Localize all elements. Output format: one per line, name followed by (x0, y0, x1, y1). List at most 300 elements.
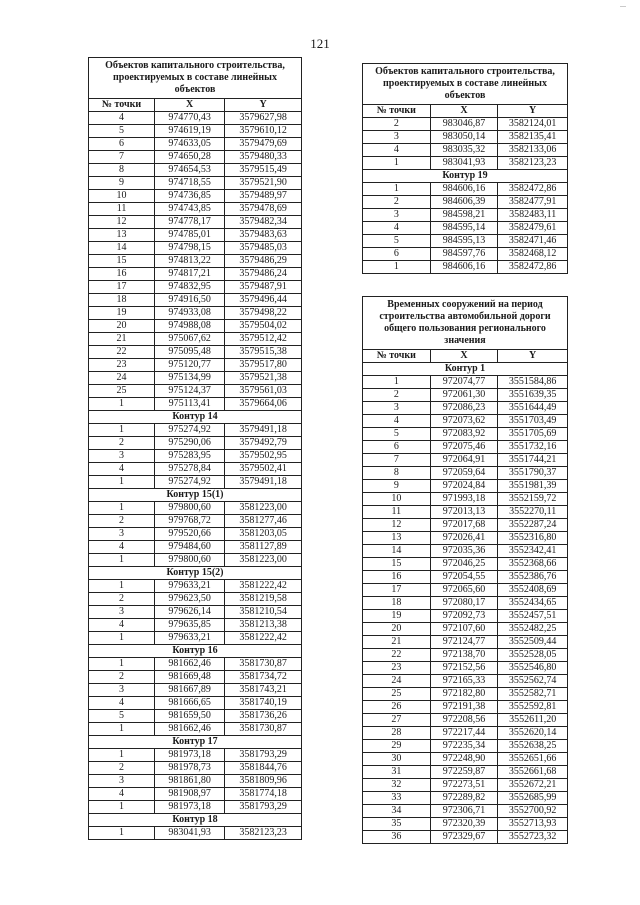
table-row (363, 766, 568, 779)
y-coordinate-cell: 3579478,69 (225, 203, 302, 216)
point-number-cell: 28 (363, 727, 431, 740)
table-row (89, 255, 302, 268)
table-row (363, 454, 568, 467)
table-row (363, 235, 568, 248)
table-row (89, 346, 302, 359)
y-coordinate-cell: 3579496,44 (225, 294, 302, 307)
table-row (363, 493, 568, 506)
y-coordinate-cell: 3582472,86 (498, 183, 568, 196)
point-number-cell: 20 (363, 623, 431, 636)
point-number-cell: 1 (363, 261, 431, 274)
y-coordinate-cell: 3579517,80 (225, 359, 302, 372)
contour-label: Контур 1 (363, 363, 568, 376)
point-number-cell: 5 (89, 125, 155, 138)
x-coordinate-cell: 975067,62 (155, 333, 225, 346)
point-number-cell: 31 (363, 766, 431, 779)
table-row (363, 118, 568, 131)
y-coordinate-cell: 3582483,11 (498, 209, 568, 222)
y-coordinate-cell: 3579515,38 (225, 346, 302, 359)
x-coordinate-cell: 972074,77 (430, 376, 498, 389)
point-number-cell: 9 (89, 177, 155, 190)
point-number-cell: 12 (363, 519, 431, 532)
x-coordinate-cell: 974633,05 (155, 138, 225, 151)
point-number-cell: 6 (363, 441, 431, 454)
x-coordinate-cell: 979623,50 (155, 593, 225, 606)
table-row (363, 779, 568, 792)
point-number-cell: 3 (89, 684, 155, 697)
point-number-cell: 15 (363, 558, 431, 571)
point-number-cell: 13 (89, 229, 155, 242)
x-coordinate-cell: 984606,16 (430, 183, 498, 196)
y-coordinate-cell: 3581223,00 (225, 502, 302, 515)
table-row (89, 632, 302, 645)
table-row (89, 528, 302, 541)
x-coordinate-cell: 975124,37 (155, 385, 225, 398)
table-row (363, 649, 568, 662)
y-coordinate-cell: 3552368,66 (498, 558, 568, 571)
contour-row (89, 489, 302, 502)
table-row (363, 701, 568, 714)
x-coordinate-cell: 972259,87 (430, 766, 498, 779)
point-number-cell: 35 (363, 818, 431, 831)
x-coordinate-cell: 974743,85 (155, 203, 225, 216)
contour-row (89, 567, 302, 580)
contour-label: Контур 19 (363, 170, 568, 183)
point-number-cell: 1 (363, 376, 431, 389)
point-number-cell: 19 (89, 307, 155, 320)
point-number-cell: 8 (363, 467, 431, 480)
x-coordinate-cell: 972054,55 (430, 571, 498, 584)
y-coordinate-cell: 3579479,69 (225, 138, 302, 151)
point-number-cell: 25 (89, 385, 155, 398)
y-coordinate-cell: 3582477,91 (498, 196, 568, 209)
table-row (89, 502, 302, 515)
table-row (363, 610, 568, 623)
table-row (363, 753, 568, 766)
table-row (89, 125, 302, 138)
table-row (363, 545, 568, 558)
column-header-point: № точки (363, 350, 431, 363)
x-coordinate-cell: 975134,99 (155, 372, 225, 385)
point-number-cell: 1 (89, 749, 155, 762)
y-coordinate-cell: 3552528,05 (498, 649, 568, 662)
table-row (363, 261, 568, 274)
x-coordinate-cell: 974619,19 (155, 125, 225, 138)
x-coordinate-cell: 981667,89 (155, 684, 225, 697)
contour-label: Контур 18 (89, 814, 302, 827)
x-coordinate-cell: 981973,18 (155, 749, 225, 762)
column-header-y: Y (498, 105, 568, 118)
point-number-cell: 7 (89, 151, 155, 164)
coordinates-table-3 (362, 296, 568, 844)
table-row (89, 671, 302, 684)
point-number-cell: 18 (363, 597, 431, 610)
point-number-cell: 32 (363, 779, 431, 792)
y-coordinate-cell: 3582135,41 (498, 131, 568, 144)
table-row (89, 463, 302, 476)
table-row (89, 658, 302, 671)
table-row (89, 268, 302, 281)
table-row (89, 606, 302, 619)
point-number-cell: 4 (89, 697, 155, 710)
contour-label: Контур 16 (89, 645, 302, 658)
y-coordinate-cell: 3582123,23 (225, 827, 302, 840)
y-coordinate-cell: 3581223,00 (225, 554, 302, 567)
x-coordinate-cell: 975290,06 (155, 437, 225, 450)
y-coordinate-cell: 3551705,69 (498, 428, 568, 441)
point-number-cell: 16 (363, 571, 431, 584)
table-row (89, 164, 302, 177)
point-number-cell: 5 (363, 235, 431, 248)
x-coordinate-cell: 972152,56 (430, 662, 498, 675)
point-number-cell: 1 (89, 632, 155, 645)
x-coordinate-cell: 972165,33 (430, 675, 498, 688)
table-row (89, 138, 302, 151)
table-row (89, 827, 302, 840)
y-coordinate-cell: 3581222,42 (225, 632, 302, 645)
x-coordinate-cell: 972329,67 (430, 831, 498, 844)
column-header-point: № точки (363, 105, 431, 118)
y-coordinate-cell: 3552672,21 (498, 779, 568, 792)
x-coordinate-cell: 974832,95 (155, 281, 225, 294)
point-number-cell: 30 (363, 753, 431, 766)
y-coordinate-cell: 3552546,80 (498, 662, 568, 675)
point-number-cell: 20 (89, 320, 155, 333)
table-row (363, 714, 568, 727)
contour-label: Контур 14 (89, 411, 302, 424)
point-number-cell: 4 (89, 112, 155, 125)
x-coordinate-cell: 972289,82 (430, 792, 498, 805)
y-coordinate-cell: 3552713,93 (498, 818, 568, 831)
table-row (363, 144, 568, 157)
x-coordinate-cell: 974916,50 (155, 294, 225, 307)
x-coordinate-cell: 972075,46 (430, 441, 498, 454)
table-row (363, 248, 568, 261)
y-coordinate-cell: 3551639,35 (498, 389, 568, 402)
y-coordinate-cell: 3581774,18 (225, 788, 302, 801)
y-coordinate-cell: 3551644,49 (498, 402, 568, 415)
y-coordinate-cell: 3579482,34 (225, 216, 302, 229)
y-coordinate-cell: 3552582,71 (498, 688, 568, 701)
y-coordinate-cell: 3581809,96 (225, 775, 302, 788)
y-coordinate-cell: 3581844,76 (225, 762, 302, 775)
point-number-cell: 23 (363, 662, 431, 675)
table-row (89, 710, 302, 723)
y-coordinate-cell: 3579498,22 (225, 307, 302, 320)
point-number-cell: 1 (89, 580, 155, 593)
x-coordinate-cell: 972306,71 (430, 805, 498, 818)
contour-row (363, 170, 568, 183)
x-coordinate-cell: 983050,14 (430, 131, 498, 144)
x-coordinate-cell: 975283,95 (155, 450, 225, 463)
point-number-cell: 25 (363, 688, 431, 701)
table-row (89, 684, 302, 697)
table-row (89, 385, 302, 398)
point-number-cell: 3 (89, 450, 155, 463)
point-number-cell: 17 (363, 584, 431, 597)
column-header-x: X (155, 99, 225, 112)
table-row (89, 333, 302, 346)
y-coordinate-cell: 3579521,38 (225, 372, 302, 385)
table-row (363, 584, 568, 597)
y-coordinate-cell: 3552638,25 (498, 740, 568, 753)
column-header-y: Y (498, 350, 568, 363)
y-coordinate-cell: 3582124,01 (498, 118, 568, 131)
x-coordinate-cell: 972059,64 (430, 467, 498, 480)
x-coordinate-cell: 981861,80 (155, 775, 225, 788)
point-number-cell: 22 (89, 346, 155, 359)
x-coordinate-cell: 974736,85 (155, 190, 225, 203)
table-row (89, 749, 302, 762)
y-coordinate-cell: 3552592,81 (498, 701, 568, 714)
x-coordinate-cell: 981662,46 (155, 723, 225, 736)
x-coordinate-cell: 972273,51 (430, 779, 498, 792)
y-coordinate-cell: 3579492,79 (225, 437, 302, 450)
table-row (363, 415, 568, 428)
point-number-cell: 16 (89, 268, 155, 281)
point-number-cell: 18 (89, 294, 155, 307)
point-number-cell: 2 (89, 671, 155, 684)
column-header-y: Y (225, 99, 302, 112)
point-number-cell: 1 (89, 476, 155, 489)
y-coordinate-cell: 3581730,87 (225, 723, 302, 736)
y-coordinate-cell: 3581213,38 (225, 619, 302, 632)
table-row (89, 619, 302, 632)
point-number-cell: 23 (89, 359, 155, 372)
table-title: Объектов капитального строительства, проектируемых в составе линейных объектов (89, 58, 302, 99)
y-coordinate-cell: 3581210,54 (225, 606, 302, 619)
x-coordinate-cell: 972092,73 (430, 610, 498, 623)
point-number-cell: 14 (363, 545, 431, 558)
y-coordinate-cell: 3552270,11 (498, 506, 568, 519)
x-coordinate-cell: 974785,01 (155, 229, 225, 242)
y-coordinate-cell: 3579487,91 (225, 281, 302, 294)
point-number-cell: 1 (363, 183, 431, 196)
point-number-cell: 11 (363, 506, 431, 519)
y-coordinate-cell: 3579627,98 (225, 112, 302, 125)
table-row (363, 558, 568, 571)
contour-label: Контур 15(2) (89, 567, 302, 580)
x-coordinate-cell: 972083,92 (430, 428, 498, 441)
y-coordinate-cell: 3579512,42 (225, 333, 302, 346)
point-number-cell: 22 (363, 649, 431, 662)
point-number-cell: 4 (363, 222, 431, 235)
table-row (89, 788, 302, 801)
x-coordinate-cell: 983046,87 (430, 118, 498, 131)
page-number: 121 (310, 36, 330, 51)
y-coordinate-cell: 3581277,46 (225, 515, 302, 528)
point-number-cell: 9 (363, 480, 431, 493)
y-coordinate-cell: 3552457,51 (498, 610, 568, 623)
table-row (89, 320, 302, 333)
table-title: Объектов капитального строительства, проектируемых в составе линейных объектов (363, 64, 568, 105)
y-coordinate-cell: 3552661,68 (498, 766, 568, 779)
point-number-cell: 1 (89, 801, 155, 814)
x-coordinate-cell: 975278,84 (155, 463, 225, 476)
table-row (363, 402, 568, 415)
x-coordinate-cell: 979800,60 (155, 502, 225, 515)
y-coordinate-cell: 3579610,12 (225, 125, 302, 138)
contour-row (89, 645, 302, 658)
table-row (89, 177, 302, 190)
y-coordinate-cell: 3581793,29 (225, 749, 302, 762)
point-number-cell: 27 (363, 714, 431, 727)
table-row (89, 515, 302, 528)
x-coordinate-cell: 972017,68 (430, 519, 498, 532)
point-number-cell: 21 (89, 333, 155, 346)
point-number-cell: 2 (89, 515, 155, 528)
y-coordinate-cell: 3581203,05 (225, 528, 302, 541)
point-number-cell: 4 (89, 463, 155, 476)
x-coordinate-cell: 983041,93 (155, 827, 225, 840)
y-coordinate-cell: 3579502,41 (225, 463, 302, 476)
point-number-cell: 3 (363, 402, 431, 415)
table-row (363, 131, 568, 144)
point-number-cell: 1 (89, 502, 155, 515)
table-row (363, 636, 568, 649)
x-coordinate-cell: 979800,60 (155, 554, 225, 567)
point-number-cell: 3 (363, 131, 431, 144)
x-coordinate-cell: 974770,43 (155, 112, 225, 125)
y-coordinate-cell: 3551584,86 (498, 376, 568, 389)
table-title: Временных сооружений на период строительства автомобильной дороги общего пользования регионального значения (363, 297, 568, 350)
x-coordinate-cell: 974650,28 (155, 151, 225, 164)
table-row (89, 801, 302, 814)
y-coordinate-cell: 3581793,29 (225, 801, 302, 814)
table-row (89, 697, 302, 710)
x-coordinate-cell: 979484,60 (155, 541, 225, 554)
y-coordinate-cell: 3581740,19 (225, 697, 302, 710)
x-coordinate-cell: 972248,90 (430, 753, 498, 766)
point-number-cell: 2 (363, 196, 431, 209)
x-coordinate-cell: 972107,60 (430, 623, 498, 636)
y-coordinate-cell: 3551732,16 (498, 441, 568, 454)
point-number-cell: 36 (363, 831, 431, 844)
table-row (363, 597, 568, 610)
point-number-cell: 15 (89, 255, 155, 268)
table-row (363, 519, 568, 532)
table-row (363, 831, 568, 844)
y-coordinate-cell: 3579491,18 (225, 424, 302, 437)
table-row (89, 476, 302, 489)
table-row (89, 723, 302, 736)
point-number-cell: 4 (89, 619, 155, 632)
point-number-cell: 26 (363, 701, 431, 714)
table-row (363, 727, 568, 740)
table-row (363, 571, 568, 584)
y-coordinate-cell: 3552509,44 (498, 636, 568, 649)
point-number-cell: 1 (89, 424, 155, 437)
corner-mark: ... (620, 0, 626, 9)
point-number-cell: 24 (89, 372, 155, 385)
y-coordinate-cell: 3582471,46 (498, 235, 568, 248)
y-coordinate-cell: 3552482,25 (498, 623, 568, 636)
table-row (89, 294, 302, 307)
y-coordinate-cell: 3581222,42 (225, 580, 302, 593)
x-coordinate-cell: 974798,15 (155, 242, 225, 255)
coordinates-table-2 (362, 63, 568, 274)
point-number-cell: 5 (89, 710, 155, 723)
point-number-cell: 33 (363, 792, 431, 805)
y-coordinate-cell: 3579561,03 (225, 385, 302, 398)
x-coordinate-cell: 971993,18 (430, 493, 498, 506)
x-coordinate-cell: 972024,84 (430, 480, 498, 493)
point-number-cell: 1 (89, 398, 155, 411)
x-coordinate-cell: 974718,55 (155, 177, 225, 190)
table-row (89, 554, 302, 567)
y-coordinate-cell: 3582123,23 (498, 157, 568, 170)
y-coordinate-cell: 3552562,74 (498, 675, 568, 688)
x-coordinate-cell: 972080,17 (430, 597, 498, 610)
table-row (89, 775, 302, 788)
x-coordinate-cell: 984595,14 (430, 222, 498, 235)
table-row (89, 112, 302, 125)
x-coordinate-cell: 981908,97 (155, 788, 225, 801)
x-coordinate-cell: 974813,22 (155, 255, 225, 268)
x-coordinate-cell: 974988,08 (155, 320, 225, 333)
x-coordinate-cell: 974778,17 (155, 216, 225, 229)
point-number-cell: 1 (363, 157, 431, 170)
x-coordinate-cell: 984598,21 (430, 209, 498, 222)
point-number-cell: 3 (89, 528, 155, 541)
y-coordinate-cell: 3579486,29 (225, 255, 302, 268)
x-coordinate-cell: 972035,36 (430, 545, 498, 558)
table-row (363, 675, 568, 688)
point-number-cell: 3 (89, 775, 155, 788)
y-coordinate-cell: 3552159,72 (498, 493, 568, 506)
y-coordinate-cell: 3579521,90 (225, 177, 302, 190)
table-row (363, 688, 568, 701)
table-row (363, 209, 568, 222)
y-coordinate-cell: 3552723,32 (498, 831, 568, 844)
point-number-cell: 4 (363, 144, 431, 157)
point-number-cell: 1 (89, 827, 155, 840)
y-coordinate-cell: 3582472,86 (498, 261, 568, 274)
table-row (89, 203, 302, 216)
x-coordinate-cell: 972013,13 (430, 506, 498, 519)
point-number-cell: 5 (363, 428, 431, 441)
point-number-cell: 19 (363, 610, 431, 623)
table-row (89, 424, 302, 437)
table-row (363, 532, 568, 545)
table-row (89, 450, 302, 463)
point-number-cell: 3 (363, 209, 431, 222)
contour-row (89, 814, 302, 827)
point-number-cell: 2 (89, 762, 155, 775)
x-coordinate-cell: 972073,62 (430, 415, 498, 428)
column-header-point: № точки (89, 99, 155, 112)
point-number-cell: 2 (363, 389, 431, 402)
x-coordinate-cell: 979633,21 (155, 632, 225, 645)
point-number-cell: 11 (89, 203, 155, 216)
point-number-cell: 17 (89, 281, 155, 294)
table-row (363, 428, 568, 441)
x-coordinate-cell: 972208,56 (430, 714, 498, 727)
point-number-cell: 21 (363, 636, 431, 649)
table-row (363, 805, 568, 818)
column-header-x: X (430, 105, 498, 118)
x-coordinate-cell: 972320,39 (430, 818, 498, 831)
y-coordinate-cell: 3552685,99 (498, 792, 568, 805)
table-row (363, 818, 568, 831)
y-coordinate-cell: 3552316,80 (498, 532, 568, 545)
table-row (89, 372, 302, 385)
x-coordinate-cell: 972061,30 (430, 389, 498, 402)
x-coordinate-cell: 972138,70 (430, 649, 498, 662)
y-coordinate-cell: 3552434,65 (498, 597, 568, 610)
point-number-cell: 7 (363, 454, 431, 467)
table-row (363, 157, 568, 170)
